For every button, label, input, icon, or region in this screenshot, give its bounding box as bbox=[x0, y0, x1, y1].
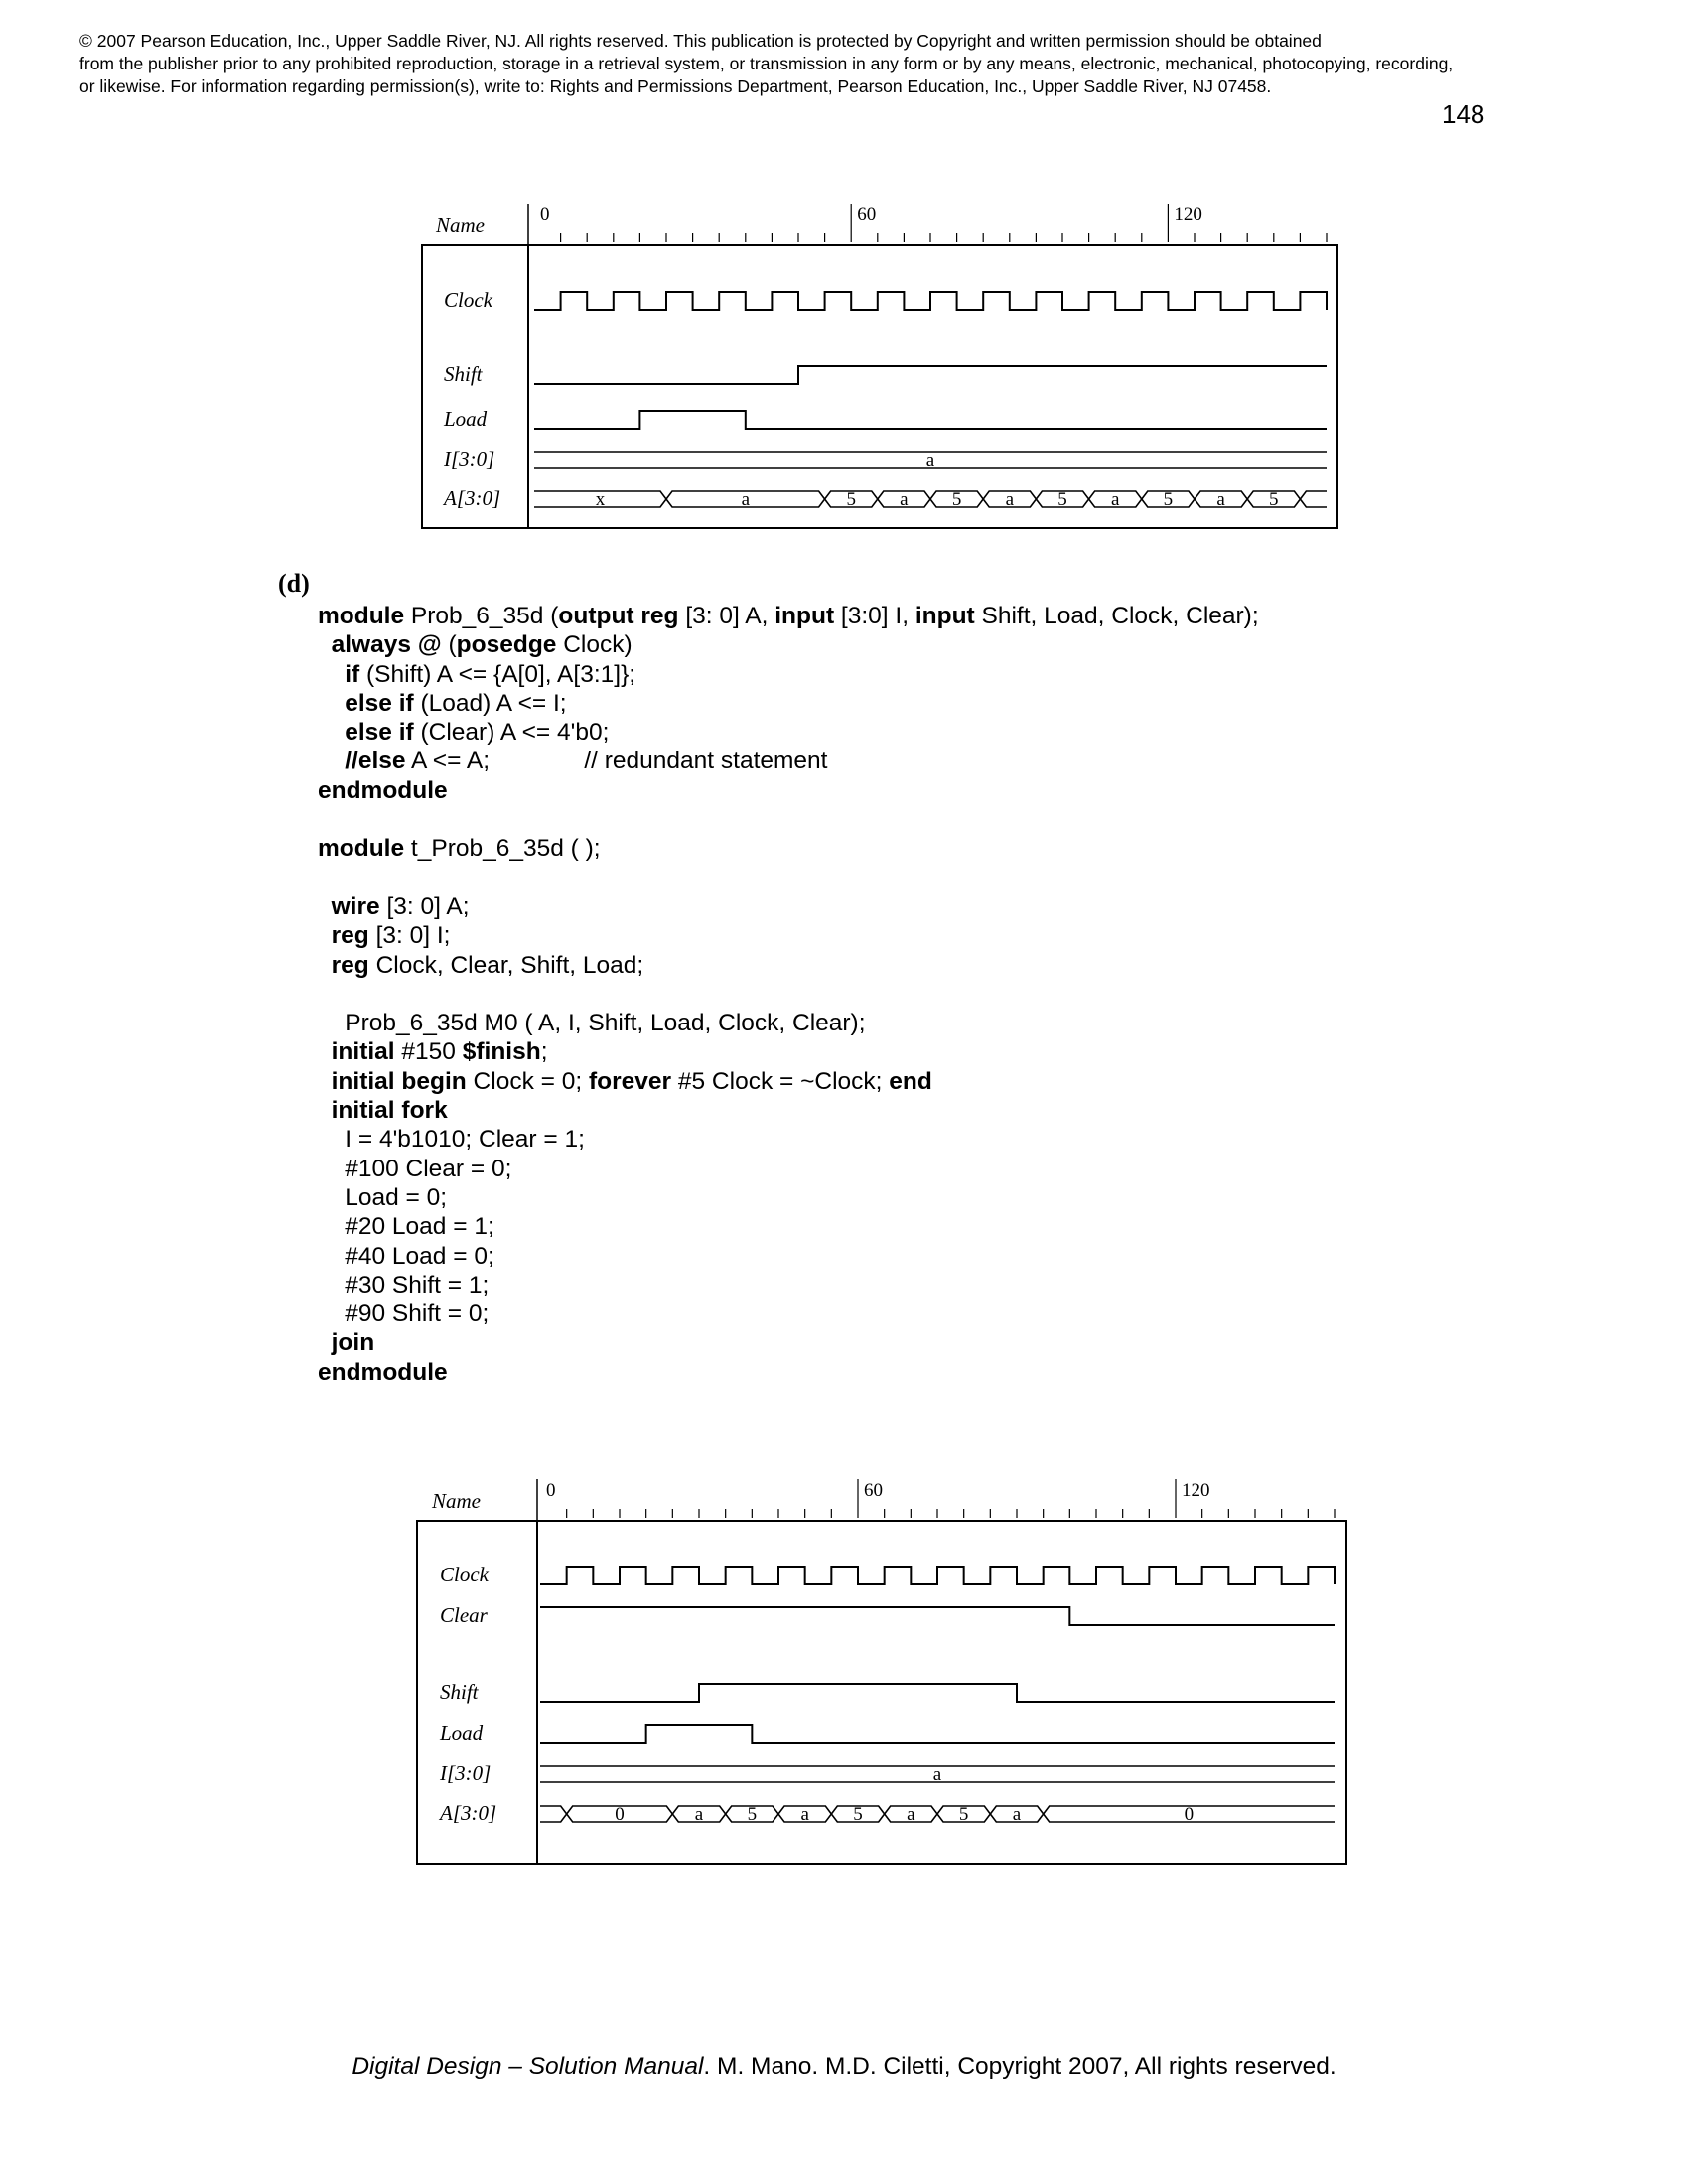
bus-value: 5 bbox=[853, 1804, 863, 1825]
code-text bbox=[318, 690, 345, 717]
footer-credits: . M. Mano. M.D. Ciletti, Copyright 2007, All rights reserved. bbox=[703, 2053, 1336, 2080]
time-tick-label: 120 bbox=[1182, 1480, 1210, 1501]
code-text bbox=[318, 922, 332, 949]
bus-value: 5 bbox=[1163, 489, 1174, 510]
signal-label: I[3:0] bbox=[444, 447, 495, 471]
bus-value: 5 bbox=[1057, 489, 1067, 510]
bus-value: a bbox=[741, 489, 751, 510]
code-keyword: always @ bbox=[331, 631, 442, 659]
timing-diagram-shift-load bbox=[0, 194, 1688, 541]
code-line bbox=[318, 1242, 1259, 1271]
signal-label: Shift bbox=[440, 1680, 479, 1704]
part-label: (d) bbox=[278, 569, 310, 598]
code-line bbox=[318, 1096, 1259, 1125]
code-text: (Load) A <= I; bbox=[413, 689, 567, 717]
bus-value: a bbox=[907, 1804, 915, 1825]
code-text: Shift, Load, Clock, Clear); bbox=[974, 603, 1259, 629]
code-keyword: else if bbox=[345, 689, 414, 717]
bus-value: 5 bbox=[846, 489, 856, 510]
code-line bbox=[318, 1067, 1259, 1096]
code-line bbox=[318, 864, 1259, 892]
code-text: Load = 0; bbox=[318, 1183, 448, 1211]
code-text: #90 Shift = 0; bbox=[318, 1300, 490, 1328]
code-line bbox=[318, 1299, 1259, 1328]
code-text bbox=[318, 893, 332, 920]
bus-value: 5 bbox=[951, 489, 962, 510]
code-text: Prob_6_35d ( bbox=[404, 603, 559, 629]
code-keyword: initial bbox=[331, 1038, 395, 1066]
code-keyword: module bbox=[318, 835, 405, 863]
code-line bbox=[318, 630, 1259, 659]
code-line bbox=[318, 1155, 1259, 1183]
bus-value: 0 bbox=[1184, 1804, 1195, 1825]
name-column-header: Name bbox=[436, 213, 485, 237]
code-keyword: //else bbox=[345, 748, 406, 775]
code-text: [3: 0] A, bbox=[678, 603, 775, 629]
time-tick-label: 60 bbox=[864, 1480, 883, 1501]
signal-label: A[3:0] bbox=[444, 486, 501, 510]
code-text: [3: 0] A; bbox=[379, 892, 470, 920]
bus-value: a bbox=[1005, 489, 1015, 510]
code-text: #150 bbox=[394, 1038, 463, 1066]
code-keyword: wire bbox=[331, 892, 380, 920]
clock-waveform bbox=[540, 1567, 1335, 1584]
code-text: ; bbox=[540, 1038, 548, 1066]
bus-value: x bbox=[595, 489, 606, 510]
bit-waveform bbox=[540, 1725, 1335, 1743]
code-keyword: input bbox=[774, 603, 835, 629]
code-line bbox=[318, 718, 1259, 747]
code-text: [3:0] I, bbox=[834, 603, 915, 629]
code-text bbox=[318, 631, 332, 658]
code-text: Clock = 0; bbox=[466, 1067, 589, 1095]
bus-value: 5 bbox=[958, 1804, 969, 1825]
signal-label: Shift bbox=[444, 362, 483, 386]
code-text: Clock, Clear, Shift, Load; bbox=[368, 951, 644, 979]
bus-segment bbox=[1300, 491, 1327, 507]
code-text: [3: 0] I; bbox=[368, 922, 451, 950]
code-text: I = 4'b1010; Clear = 1; bbox=[318, 1126, 585, 1154]
bit-waveform bbox=[534, 366, 1327, 384]
bus-value: a bbox=[925, 450, 935, 471]
code-text: (Shift) A <= {A[0], A[3:1]}; bbox=[359, 660, 636, 688]
name-column-header: Name bbox=[432, 1489, 481, 1513]
signal-label: I[3:0] bbox=[440, 1761, 492, 1785]
code-line bbox=[318, 1328, 1259, 1357]
code-line bbox=[318, 747, 1259, 775]
code-keyword: endmodule bbox=[318, 776, 448, 804]
code-keyword: initial begin bbox=[331, 1067, 467, 1095]
bit-waveform bbox=[540, 1684, 1335, 1702]
copyright-notice bbox=[79, 30, 1628, 98]
code-keyword: $finish bbox=[462, 1038, 541, 1066]
footer-book-title: Digital Design – Solution Manual bbox=[352, 2053, 704, 2080]
signal-label: Clock bbox=[444, 288, 492, 312]
code-line bbox=[318, 1009, 1259, 1037]
code-line bbox=[318, 1037, 1259, 1066]
code-keyword: reg bbox=[331, 922, 369, 950]
code-text: #5 Clock = ~Clock; bbox=[671, 1067, 890, 1095]
code-keyword: if bbox=[345, 660, 360, 688]
timing-diagram-clear-shift-load bbox=[0, 1469, 1688, 1866]
code-text bbox=[318, 1329, 332, 1356]
code-text: #40 Load = 0; bbox=[318, 1242, 494, 1270]
bit-waveform bbox=[534, 411, 1327, 429]
code-text: A <= A; // redundant statement bbox=[405, 748, 828, 775]
code-keyword: join bbox=[331, 1329, 375, 1357]
bus-value: 5 bbox=[1269, 489, 1279, 510]
code-text bbox=[318, 748, 345, 774]
time-tick-label: 0 bbox=[540, 205, 550, 225]
bus-segment bbox=[540, 1806, 567, 1822]
time-tick-label: 60 bbox=[857, 205, 877, 225]
code-line bbox=[318, 951, 1259, 980]
code-line bbox=[318, 660, 1259, 689]
signal-label: Load bbox=[440, 1721, 484, 1745]
code-text: ( bbox=[441, 631, 457, 659]
signal-label: A[3:0] bbox=[440, 1801, 497, 1825]
code-text: Prob_6_35d M0 ( A, I, Shift, Load, Clock, Clear); bbox=[318, 1010, 866, 1037]
code-keyword: module bbox=[318, 603, 405, 629]
bus-value: a bbox=[1110, 489, 1120, 510]
code-text: Clock) bbox=[556, 631, 633, 659]
diagram-frame bbox=[422, 245, 1337, 528]
code-text: #20 Load = 1; bbox=[318, 1213, 494, 1241]
code-keyword: output reg bbox=[558, 603, 679, 629]
page-number: 148 bbox=[1442, 99, 1485, 129]
code-keyword: endmodule bbox=[318, 1358, 448, 1386]
time-tick-label: 0 bbox=[546, 1480, 556, 1501]
copyright-line: © 2007 Pearson Education, Inc., Upper Saddle River, NJ. All rights reserved. This publication is protected by Copyright and written permission should be obtained bbox=[79, 31, 1322, 51]
code-text: (Clear) A <= 4'b0; bbox=[413, 719, 610, 747]
code-line bbox=[318, 776, 1259, 805]
bus-value: a bbox=[900, 489, 909, 510]
code-keyword: end bbox=[889, 1067, 932, 1095]
signal-label: Clear bbox=[440, 1603, 488, 1627]
clock-waveform bbox=[534, 292, 1327, 310]
code-text bbox=[318, 1038, 332, 1065]
code-text bbox=[318, 661, 345, 688]
code-keyword: else if bbox=[345, 719, 414, 747]
code-text: #30 Shift = 1; bbox=[318, 1271, 490, 1298]
bus-value: a bbox=[1012, 1804, 1022, 1825]
bus-value: a bbox=[932, 1764, 942, 1785]
code-text bbox=[318, 1097, 332, 1124]
signal-label: Clock bbox=[440, 1563, 489, 1586]
copyright-line: from the publisher prior to any prohibited reproduction, storage in a retrieval system, or transmission in any form or by any means, electronic, mechanical, photocopying, recording, bbox=[79, 54, 1454, 73]
code-line bbox=[318, 1125, 1259, 1154]
bus-value: 0 bbox=[615, 1804, 625, 1825]
page-footer bbox=[0, 2053, 1688, 2081]
diagram-frame bbox=[417, 1521, 1346, 1864]
bit-waveform bbox=[540, 1607, 1335, 1625]
code-keyword: reg bbox=[331, 951, 369, 979]
code-keyword: posedge bbox=[456, 631, 557, 659]
code-keyword: initial fork bbox=[331, 1097, 448, 1125]
code-text bbox=[318, 952, 332, 979]
code-keyword: input bbox=[914, 603, 975, 629]
code-line bbox=[318, 1183, 1259, 1212]
bus-value: 5 bbox=[747, 1804, 758, 1825]
bus-value: a bbox=[800, 1804, 809, 1825]
code-line bbox=[318, 834, 1259, 863]
code-line bbox=[318, 689, 1259, 718]
code-line bbox=[318, 980, 1259, 1009]
code-text bbox=[318, 719, 345, 746]
code-text: #100 Clear = 0; bbox=[318, 1155, 512, 1182]
code-text bbox=[318, 1068, 332, 1095]
verilog-code-block bbox=[318, 602, 1259, 1387]
signal-label: Load bbox=[444, 407, 488, 431]
code-line bbox=[318, 892, 1259, 921]
bus-value: a bbox=[694, 1804, 704, 1825]
bus-value: a bbox=[1216, 489, 1225, 510]
code-text: t_Prob_6_35d ( ); bbox=[404, 835, 601, 863]
copyright-line: or likewise. For information regarding permission(s), write to: Rights and Permissions Department, Pearson Education, Inc., Upper Saddle River, NJ 07458. bbox=[79, 76, 1272, 96]
code-keyword: forever bbox=[588, 1067, 672, 1095]
time-tick-label: 120 bbox=[1174, 205, 1202, 225]
code-line bbox=[318, 1212, 1259, 1241]
code-line bbox=[318, 602, 1259, 630]
code-line bbox=[318, 805, 1259, 834]
code-line bbox=[318, 1271, 1259, 1299]
code-line bbox=[318, 1358, 1259, 1387]
code-line bbox=[318, 921, 1259, 950]
